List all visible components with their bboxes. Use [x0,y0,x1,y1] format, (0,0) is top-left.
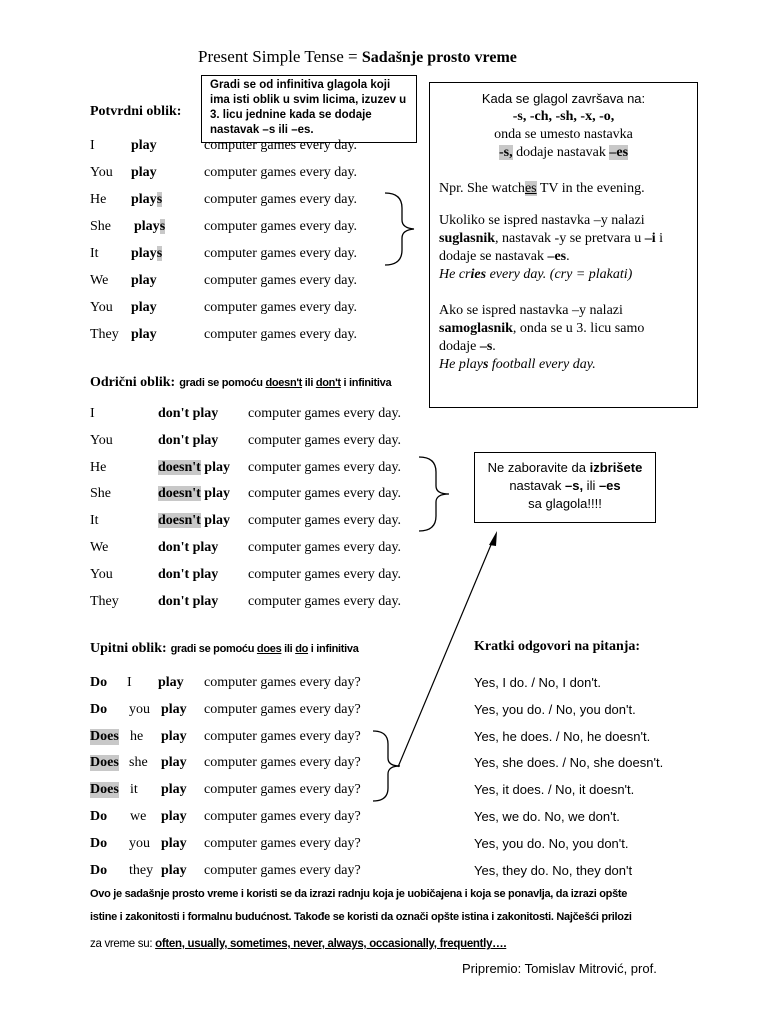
row-pronoun: You [90,300,113,315]
affirmative-heading: Potvrdni oblik: [90,104,182,119]
rules-line: onda se umesto nastavka [494,127,633,142]
row-rest: computer games every day? [204,755,361,771]
rules-endings: -s, -ch, -sh, -x, -o, [512,109,615,124]
row-pronoun: It [90,246,99,261]
p2-text: , nastavak -y se pretvara u [495,231,645,246]
footer-adverbs: often, usually, sometimes, never, always, occasionally, frequently…. [155,938,507,950]
verb: play [204,486,230,502]
p3-ex-bold: s [482,357,489,372]
row-pronoun: I [127,675,132,690]
verb: play [204,513,230,529]
reminder-line-3: sa glagola!!!! [528,496,602,511]
row-rest: computer games every day? [204,809,361,824]
row-pronoun: it [130,782,138,798]
info-box-line: nastavak –s ili –es. [210,124,314,136]
short-answer-text: Yes, she does. / No, she doesn't. [474,755,664,771]
row-pronoun: you [129,835,150,851]
row-rest: computer games every day. [204,327,358,342]
verb-base: play [131,192,157,207]
row-aux: Do [90,862,108,878]
row-verb: play [161,809,187,824]
row-rest: computer games every day. [248,513,402,529]
row-pronoun: We [90,273,109,288]
info-box-line: Gradi se od infinitiva glagola koji [210,79,391,91]
neg-sub-dont: don't [315,377,341,389]
ex-text: Npr. She watch [439,181,525,196]
verb-base: play [131,165,157,180]
verb-suffix: s [156,192,163,207]
p3-text: . [492,339,496,354]
aux: don't [158,540,190,555]
int-sub-text: i infinitiva [308,643,359,655]
row-rest: computer games every day. [204,138,358,153]
rules-s: -s, [498,145,513,160]
verb-base: play [134,219,160,234]
row-pronoun: They [90,593,119,609]
rules-es: –es [609,145,629,160]
aux: doesn't [158,486,201,502]
row-pronoun: You [90,165,113,180]
short-answer-text: Yes, he does. / No, he doesn't. [474,728,651,744]
verb-suffix: s [156,246,163,261]
row-rest: computer games every day. [248,486,402,502]
verb-base: play [131,273,157,288]
p3-ex: football every day. [488,357,596,372]
p2-ex: every day. (cry = plakati) [486,267,633,282]
rem-bold: izbrišete [589,460,643,475]
p2-text: dodaje se nastavak [439,249,548,264]
interrogative-heading-label: Upitni oblik: [90,641,167,656]
row-pronoun: I [90,138,95,153]
verb: play [192,540,219,555]
aux: don't [158,566,190,582]
neg-sub-doesnt: doesn't [265,377,303,389]
row-pronoun: he [130,728,144,744]
verb: play [192,432,219,448]
row-aux: Does [90,782,119,798]
row-rest: computer games every day. [248,540,402,555]
p3-bold: –s [479,339,493,354]
row-rest: computer games every day. [248,406,402,421]
row-rest: computer games every day? [204,862,361,878]
verb: play [204,459,230,475]
row-rest: computer games every day. [248,593,402,609]
title-sr: Sadašnje prosto vreme [361,49,517,66]
ex-suffix: es [524,181,537,196]
row-verb: play [161,701,187,717]
p2-text: . [566,249,570,264]
footer-text: za vreme su: [90,938,156,950]
verb: play [192,406,219,421]
verb-base: play [131,246,157,261]
p2-bold: –i [644,231,656,246]
p2-bold: suglasnik [439,231,496,246]
rules-line: Kada se glagol završava na: [481,91,646,106]
int-sub-text: ili [281,643,296,655]
row-rest: computer games every day. [248,566,402,582]
row-pronoun: It [90,513,99,529]
verb-base: play [131,300,157,315]
verb: play [192,593,219,609]
row-verb: play [161,835,187,851]
rem-text: Ne zaboravite da [487,460,590,475]
row-verb: play [158,675,184,690]
int-sub-text: gradi se pomoću [170,643,257,655]
row-pronoun: You [90,432,113,448]
neg-sub-text: ili [302,377,316,389]
row-verb: play [161,782,187,798]
row-pronoun: she [129,755,148,771]
p2-line: Ukoliko se ispred nastavka –y nalazi [439,213,645,228]
row-rest: computer games every day? [204,675,361,690]
row-pronoun: He [90,192,107,207]
aux: doesn't [158,459,201,475]
aux: doesn't [158,513,201,529]
short-answer-text: Yes, you do. No, you don't. [474,835,629,851]
row-pronoun: We [90,540,109,555]
row-rest: computer games every day? [204,835,361,851]
int-sub-does: does [256,643,282,655]
aux: don't [158,406,190,421]
short-answers-heading: Kratki odgovori na pitanja: [474,639,641,654]
short-answer-text: Yes, I do. / No, I don't. [474,675,602,690]
aux: don't [158,593,190,609]
row-rest: computer games every day? [204,728,361,744]
row-aux: Do [90,675,108,690]
neg-sub-text: gradi se pomoću [179,377,266,389]
author-credit: Pripremio: Tomislav Mitrović, prof. [462,961,657,976]
row-pronoun: they [129,862,154,878]
negative-heading-label: Odrični oblik: [90,375,176,390]
verb-base: play [131,138,157,153]
p2-bold: –es [547,249,567,264]
row-rest: computer games every day. [204,192,358,207]
footer-line-2: istine i zakonitosti i formalnu budućnost. Takođe se koristi da označi opšte istina i zakonitosti. Najčešći prilozi [90,911,632,923]
row-aux: Do [90,835,108,851]
int-sub-do: do [295,643,309,655]
row-verb: play [161,755,187,771]
rules-text: dodaje nastavak [512,145,610,160]
rem-bold: –s, [564,478,584,493]
verb: play [192,566,219,582]
footer-line-3 [90,934,506,952]
row-pronoun: you [129,701,150,717]
row-rest: computer games every day. [248,432,402,448]
p2-ex: He cr [439,267,471,282]
p3-line: Ako se ispred nastavka –y nalazi [439,303,623,318]
p3-ex: He play [439,357,483,372]
footer-line-1: Ovo je sadašnje prosto vreme i koristi se da izrazi radnju koja je uobičajena i koja se ponavlja, da izrazi opšte [90,888,628,900]
row-verb: play [161,728,187,744]
row-verb: play [161,862,187,878]
p3-text: dodaje [439,339,480,354]
row-pronoun: She [90,486,111,502]
short-answer-text: Yes, you do. / No, you don't. [474,701,636,717]
row-pronoun: She [90,219,111,234]
row-rest: computer games every day. [204,165,358,180]
row-pronoun: They [90,327,119,342]
row-aux: Do [90,809,108,824]
p2-text: i [655,231,663,246]
row-rest: computer games every day. [204,219,358,234]
info-box-line: ima isti oblik u svim licima, izuzev u [210,94,407,106]
p2-ex-bold: ies [470,267,487,282]
rem-text: ili [583,478,599,493]
row-rest: computer games every day. [248,459,402,475]
row-pronoun: You [90,566,113,582]
row-aux: Does [90,755,119,771]
row-rest: computer games every day? [204,782,361,798]
verb-base: play [131,327,157,342]
ex-text: TV in the evening. [536,181,645,196]
p3-bold: samoglasnik [439,321,513,336]
row-rest: computer games every day. [204,300,358,315]
short-answer-text: Yes, we do. No, we don't. [474,809,620,824]
row-pronoun: I [90,406,95,421]
title-en: Present Simple Tense = [198,47,358,66]
row-aux: Do [90,701,108,717]
p3-text: , onda se u 3. licu samo [512,321,645,336]
row-pronoun: He [90,459,107,475]
row-rest: computer games every day? [204,701,361,717]
aux: don't [158,432,190,448]
short-answer-text: Yes, it does. / No, it doesn't. [474,782,635,798]
verb-suffix: s [159,219,166,234]
row-rest: computer games every day. [204,273,358,288]
neg-sub-text: i infinitiva [340,377,392,389]
rem-text: nastavak [509,478,565,493]
short-answer-text: Yes, they do. No, they don't [474,862,633,878]
info-box-line: 3. licu jednine kada se dodaje [210,109,372,121]
row-rest: computer games every day. [204,246,358,261]
row-pronoun: we [130,809,147,824]
row-aux: Does [90,728,119,744]
rem-bold: –es [598,478,621,493]
